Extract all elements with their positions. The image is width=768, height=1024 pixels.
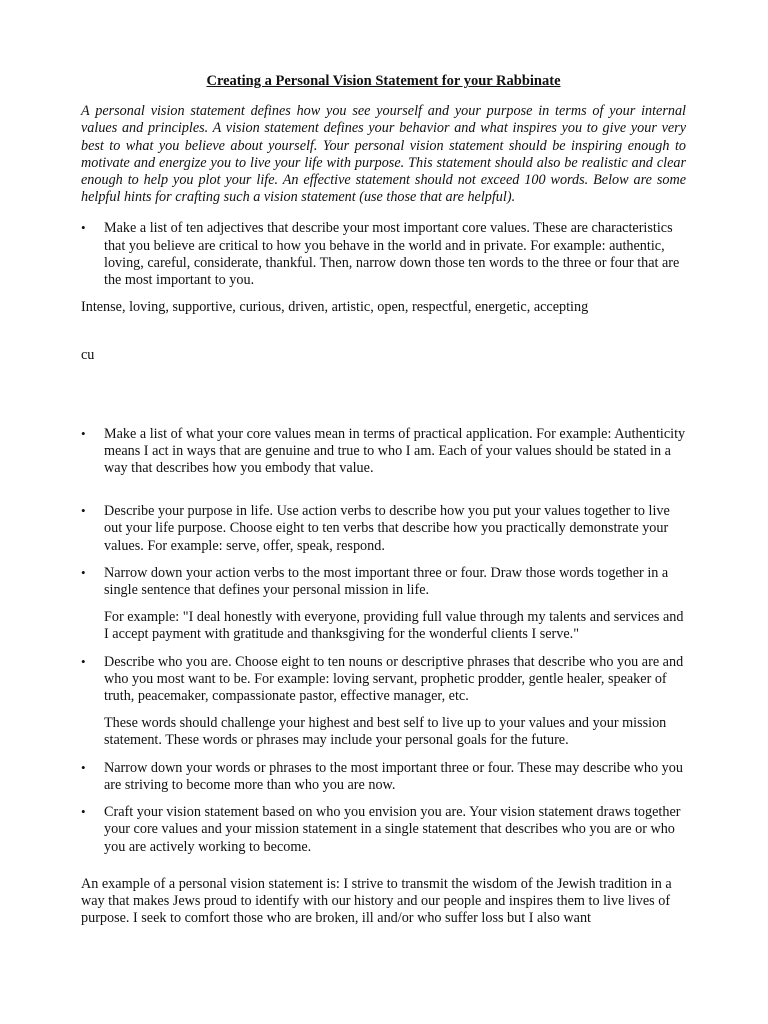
closing-paragraph: An example of a personal vision statement is: I strive to transmit the wisdom of the Jewish tradition in a way that makes Jews proud to identify with our history and our people and inspires them to live lives of purpose. I seek to comfort those who are broken, ill and/or who suffer loss but I also want (81, 875, 672, 927)
note-paragraph: These words should challenge your highest and best self to live up to your values and your mission statement. These words or phrases may include your personal goals for the future. (104, 715, 667, 749)
list-item (81, 565, 686, 599)
intro-paragraph: A personal vision statement defines how you see yourself and your purpose in terms of your internal values and principles. A vision statement defines your behavior and what inspires you to give your very best to what you believe about yourself. Your personal vision statement should be inspiring enough to motivate and energize you to live your life with purpose. This statement should also be realistic and clear enough to help you plot your life. An effective statement should not exceed 100 words. Below are some helpful hints for crafting such a vision statement (use those that are helpful). (81, 103, 686, 206)
list-item (81, 760, 686, 794)
bullet-text: Make a list of what your core values mean in terms of practical application. For example: Authenticity means I act in ways that are genuine and true to who I am. Each of your values should be stated in a way that describes how you embody that value. (104, 425, 686, 477)
list-item (81, 503, 686, 555)
bullet-icon: • (81, 759, 86, 775)
bullet-text: Craft your vision statement based on who you envision you are. Your vision statement draws together your core values and your mission statement in a single statement that describes who you are or who you are actively working to become. (104, 804, 681, 855)
list-item (81, 426, 686, 478)
bullet-text: Narrow down your words or phrases to the most important three or four. These may describe who you are striving to become more than who you are now. (104, 759, 683, 793)
example-paragraph: For example: "I deal honestly with everyone, providing full value through my talents and services and I accept payment with gratitude and thanksgiving for the wonderful clients I serve." (104, 609, 684, 643)
bullet-icon: • (81, 503, 86, 519)
list-item (81, 804, 686, 856)
bullet-icon: • (81, 220, 86, 236)
hints-list-continued (81, 654, 686, 706)
bullet-icon: • (81, 564, 86, 580)
bullet-icon: • (81, 653, 86, 669)
bullet-text: Describe who you are. Choose eight to ten nouns or descriptive phrases that describe who you are and who you most want to be. For example: loving servant, prophetic prodder, gentle healer, speaker of truth, peacemaker, compassionate pastor, effective manager, etc. (104, 653, 684, 705)
bullet-icon: • (81, 425, 86, 441)
bullet-text: Describe your purpose in life. Use action verbs to describe how you put your values together to live out your life purpose. Choose eight to ten verbs that describe how you practically demonstrate your values. For example: serve, offer, speak, respond. (104, 503, 670, 554)
bullet-text: Narrow down your action verbs to the most important three or four. Draw those words together in a single sentence that defines your personal mission in life. (104, 564, 669, 599)
adjectives-line: Intense, loving, supportive, curious, driven, artistic, open, respectful, energetic, accepting (81, 299, 589, 316)
bullet-icon: • (81, 804, 86, 820)
document-page (81, 73, 686, 927)
list-item (81, 654, 686, 706)
fragment-text: cu (81, 347, 95, 364)
list-item (81, 220, 686, 289)
hints-list-end (81, 760, 686, 856)
document-title: Creating a Personal Vision Statement for your Rabbinate (206, 73, 561, 89)
hints-list-top (81, 220, 686, 289)
bullet-text: Make a list of ten adjectives that describe your most important core values. These are characteristics that you believe are critical to how you behave in the world and in private. For example: authentic, loving, careful, considerate, thankful. Then, narrow down those ten words to the three or four that are the most important to you. (104, 220, 680, 289)
hints-list (81, 426, 686, 600)
